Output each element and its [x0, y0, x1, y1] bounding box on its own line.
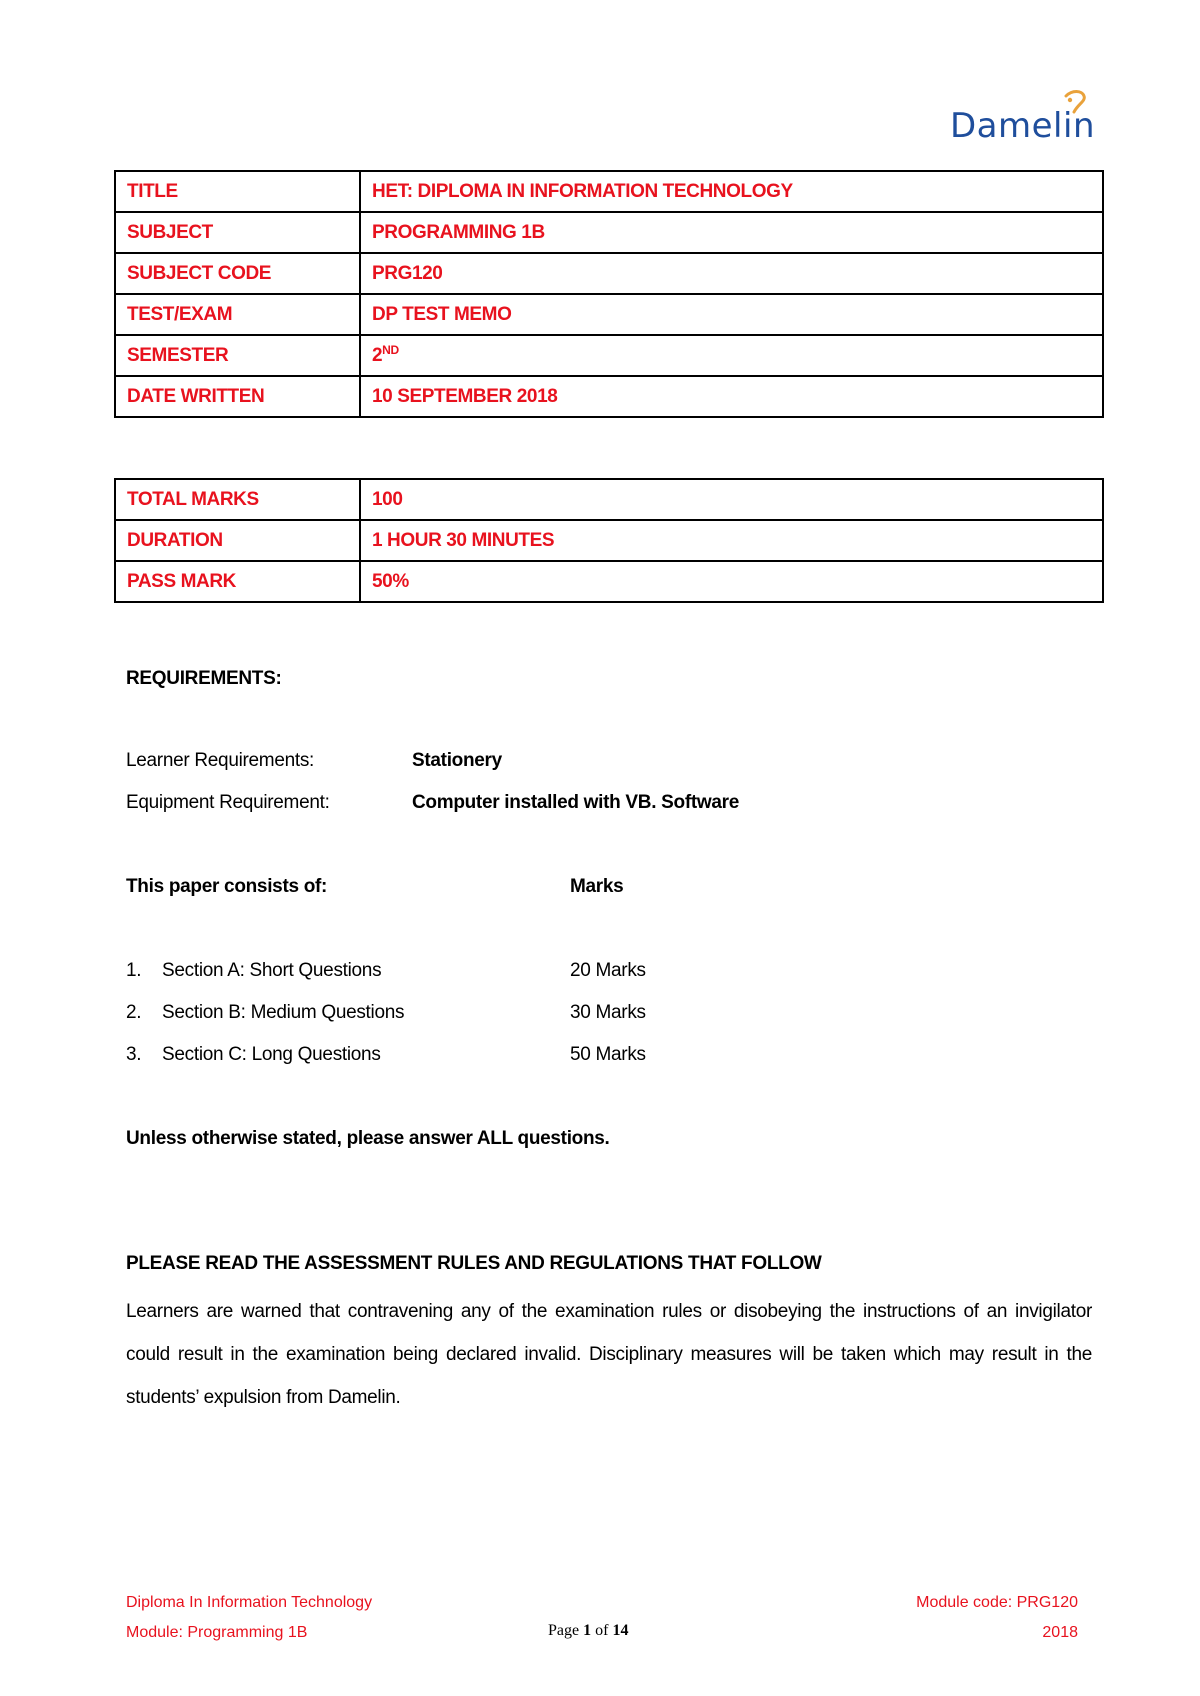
rules-body: Learners are warned that contravening any of the examination rules or disobeying the instructions of an invigilator could result in the examination being declared invalid. Disciplinary measures will be taken which may result in the students’ expulsion from Damelin.	[126, 1301, 1092, 1408]
exam-info-table	[114, 170, 1104, 418]
learner-requirements-label: Learner Requirements:	[126, 750, 315, 771]
page-of: of	[595, 1622, 609, 1639]
equipment-requirement-label: Equipment Requirement:	[126, 792, 330, 813]
requirements-heading: REQUIREMENTS:	[126, 668, 282, 689]
paper-consists-heading: This paper consists of:	[126, 876, 328, 897]
section-marks: 50 Marks	[570, 1044, 646, 1065]
title-label: TITLE	[115, 171, 360, 212]
marks-table	[114, 478, 1104, 603]
marks-heading: Marks	[570, 876, 624, 897]
footer-year: 2018	[1042, 1624, 1078, 1641]
section-number: 3.	[126, 1044, 142, 1065]
pass-mark-label: PASS MARK	[115, 561, 360, 602]
damelin-logo	[950, 88, 1110, 152]
table-row	[115, 335, 1103, 376]
date-written-label: DATE WRITTEN	[115, 376, 360, 417]
duration-label: DURATION	[115, 520, 360, 561]
rules-heading: PLEASE READ THE ASSESSMENT RULES AND REGULATIONS THAT FOLLOW	[126, 1253, 822, 1274]
equipment-requirement-value: Computer installed with VB. Software	[412, 792, 740, 813]
pass-mark-value: 50%	[360, 561, 1103, 602]
section-number: 2.	[126, 1002, 142, 1023]
table-row	[115, 253, 1103, 294]
semester-label: SEMESTER	[115, 335, 360, 376]
page-current: 1	[583, 1622, 592, 1639]
logo-text: Damelin	[950, 106, 1095, 146]
subject-label: SUBJECT	[115, 212, 360, 253]
table-row	[115, 479, 1103, 520]
table-row	[115, 561, 1103, 602]
semester-number: 2	[372, 344, 383, 366]
section-marks: 30 Marks	[570, 1002, 646, 1023]
subject-code-label: SUBJECT CODE	[115, 253, 360, 294]
answer-instruction: Unless otherwise stated, please answer ALL questions.	[126, 1128, 610, 1149]
subject-value: PROGRAMMING 1B	[360, 212, 1103, 253]
table-row	[115, 171, 1103, 212]
footer-module: Module: Programming 1B	[126, 1624, 308, 1641]
section-name: Section B: Medium Questions	[162, 1002, 405, 1023]
subject-code-value: PRG120	[360, 253, 1103, 294]
page-total: 14	[612, 1622, 629, 1639]
table-row	[115, 212, 1103, 253]
footer-diploma: Diploma In Information Technology	[126, 1594, 373, 1611]
learner-requirements-value: Stationery	[412, 750, 502, 771]
footer-module-code: Module code: PRG120	[916, 1594, 1078, 1611]
semester-suffix: ND	[382, 342, 399, 357]
table-row	[115, 294, 1103, 335]
duration-value: 1 HOUR 30 MINUTES	[360, 520, 1103, 561]
section-name: Section C: Long Questions	[162, 1044, 381, 1065]
table-row	[115, 376, 1103, 417]
total-marks-label: TOTAL MARKS	[115, 479, 360, 520]
date-written-value: 10 SEPTEMBER 2018	[360, 376, 1103, 417]
page-number	[548, 1622, 628, 1640]
section-number: 1.	[126, 960, 142, 981]
total-marks-value: 100	[360, 479, 1103, 520]
page-word: Page	[548, 1622, 580, 1639]
section-marks: 20 Marks	[570, 960, 646, 981]
test-exam-value: DP TEST MEMO	[360, 294, 1103, 335]
test-exam-label: TEST/EXAM	[115, 294, 360, 335]
semester-value	[360, 335, 1103, 376]
section-name: Section A: Short Questions	[162, 960, 382, 981]
title-value: HET: DIPLOMA IN INFORMATION TECHNOLOGY	[360, 171, 1103, 212]
table-row	[115, 520, 1103, 561]
